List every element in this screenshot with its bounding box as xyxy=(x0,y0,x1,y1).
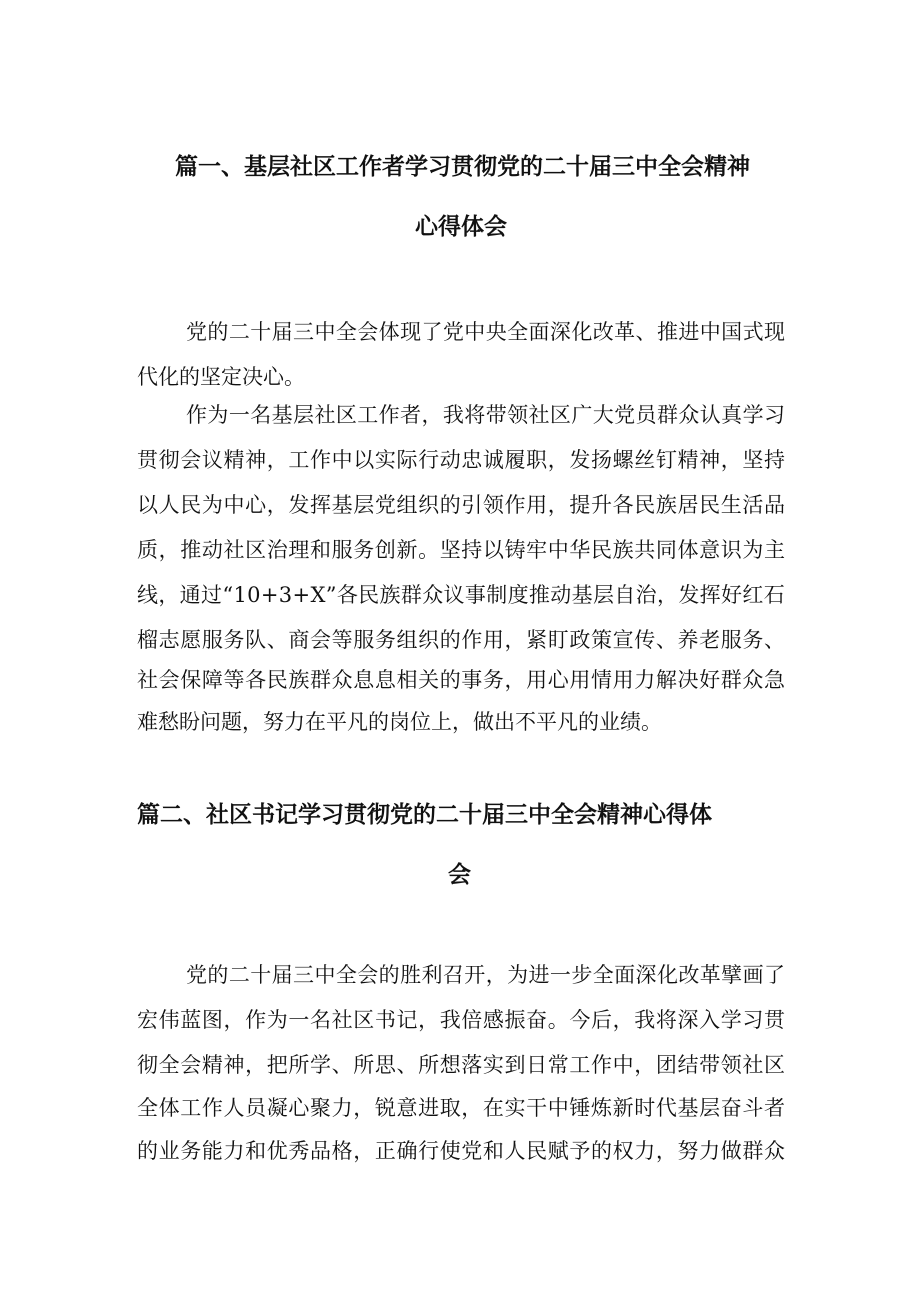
article1-p2-line7: 社会保障等各民族群众息息相关的事务，用心用情用力解决好群众急 xyxy=(137,668,786,692)
article1-p2-line6: 榴志愿服务队、商会等服务组织的作用，紧盯政策宣传、养老服务、 xyxy=(137,628,786,652)
article2-title-line2: 会 xyxy=(448,862,471,888)
article2-p1-line3: 彻全会精神，把所学、所思、所想落实到日常工作中，团结带领社区 xyxy=(137,1053,786,1077)
article1-p2-line4: 质，推动社区治理和服务创新。坚持以铸牢中华民族共同体意识为主 xyxy=(137,538,786,562)
article2-p1-line4: 全体工作人员凝心聚力，锐意进取，在实干中锤炼新时代基层奋斗者 xyxy=(137,1096,786,1120)
article1-title-line2: 心得体会 xyxy=(415,214,507,240)
article1-p1-line1: 党的二十届三中全会体现了党中央全面深化改革、推进中国式现 xyxy=(186,320,786,344)
article1-title-line1: 篇一、基层社区工作者学习贯彻党的二十届三中全会精神 xyxy=(175,154,750,180)
article1-p2-line2: 贯彻会议精神，工作中以实际行动忠诚履职，发扬螺丝钉精神，坚持 xyxy=(137,448,786,472)
article2-p1-line5: 的业务能力和优秀品格，正确行使党和人民赋予的权力，努力做群众 xyxy=(137,1139,786,1163)
article1-p2-line8: 难愁盼问题，努力在平凡的岗位上，做出不平凡的业绩。 xyxy=(137,710,662,734)
article1-p2-line5: 线，通过“10+3+X”各民族群众议事制度推动基层自治，发挥好红石 xyxy=(137,583,786,607)
article2-p1-line2: 宏伟蓝图，作为一名社区书记，我倍感振奋。今后，我将深入学习贯 xyxy=(137,1008,786,1032)
article2-p1-line1: 党的二十届三中全会的胜利召开，为进一步全面深化改革擘画了 xyxy=(186,963,786,987)
article2-title-line1: 篇二、社区书记学习贯彻党的二十届三中全会精神心得体 xyxy=(137,802,712,828)
article1-p1-line2: 代化的坚定决心。 xyxy=(137,365,305,389)
article1-p2-line1: 作为一名基层社区工作者，我将带领社区广大党员群众认真学习 xyxy=(186,403,786,427)
article1-p2-line3: 以人民为中心，发挥基层党组织的引领作用，提升各民族居民生活品 xyxy=(137,493,786,517)
